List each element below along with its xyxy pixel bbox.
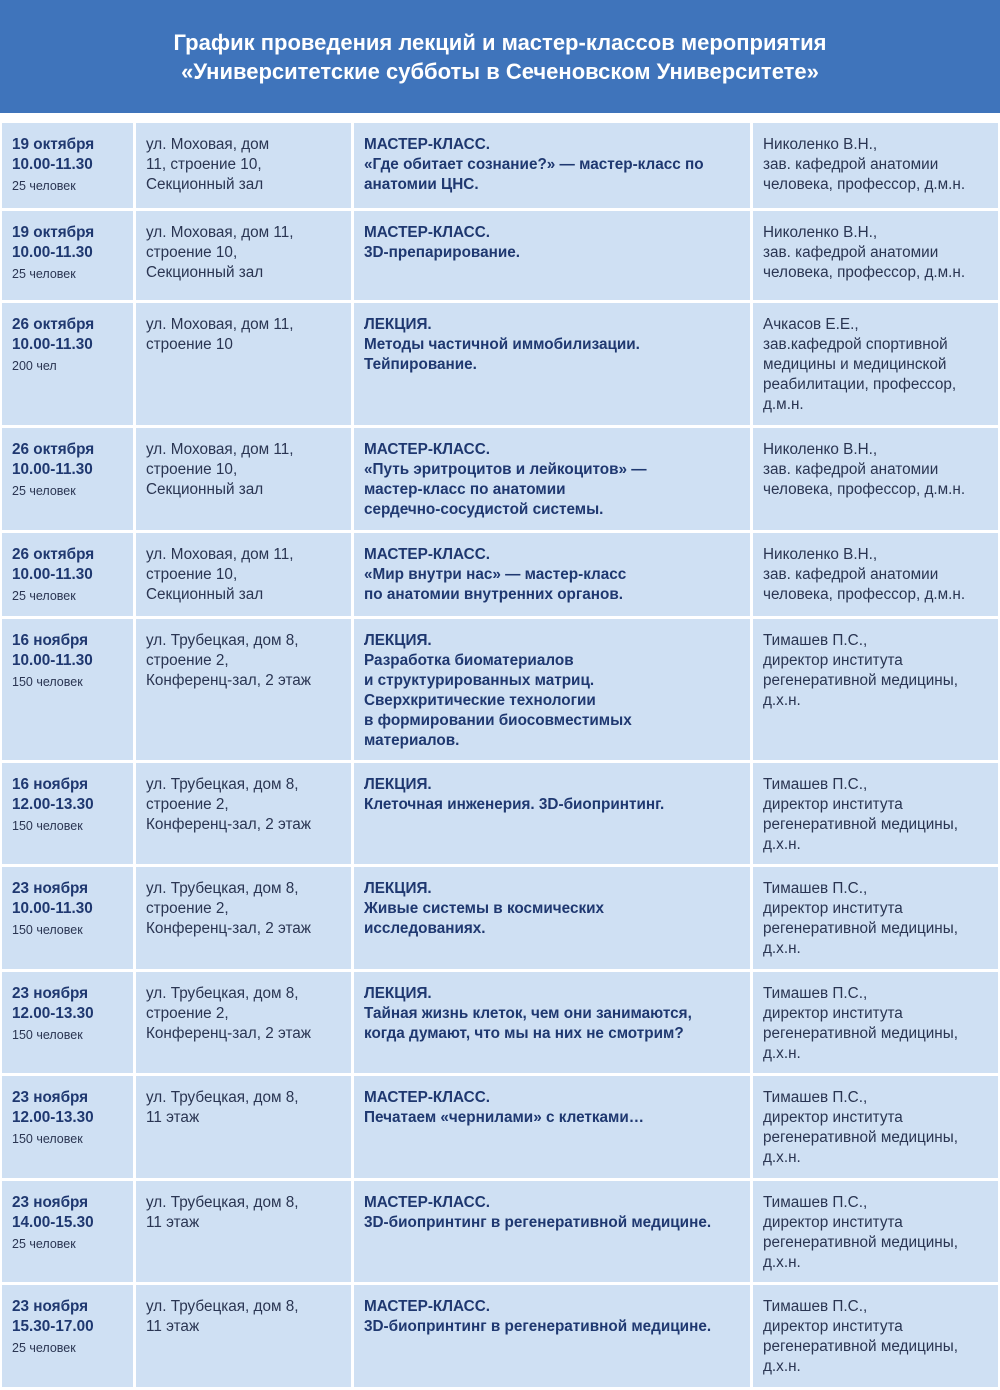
- speaker-cell: [753, 867, 998, 969]
- event-topic: 3D-биопринтинг в регенеративной медицине.: [364, 1214, 712, 1231]
- event-topic: Тайная жизнь клеток, чем они занимаются, когда думают, что мы на них не смотрим?: [364, 1005, 692, 1042]
- location-cell: [136, 533, 351, 616]
- event-type: ЛЕКЦИЯ.: [364, 985, 432, 1002]
- topic-cell: [354, 533, 750, 616]
- event-date: 23 ноября: [12, 880, 89, 897]
- location-cell: [136, 428, 351, 530]
- topic-cell: [354, 972, 750, 1073]
- event-date: 23 ноября: [12, 985, 89, 1002]
- event-topic: Методы частичной иммобилизации. Тейпирование.: [364, 336, 640, 373]
- speaker-info: Тимашев П.С., директор института регенеративной медицины, д.х.н.: [763, 776, 958, 853]
- table-row: [0, 428, 1000, 530]
- event-type: МАСТЕР-КЛАСС.: [364, 441, 490, 458]
- event-type: МАСТЕР-КЛАСС.: [364, 224, 490, 241]
- event-date: 23 ноября: [12, 1298, 89, 1315]
- event-type: МАСТЕР-КЛАСС.: [364, 1298, 490, 1315]
- date-cell: [2, 1181, 133, 1282]
- topic-cell: [354, 763, 750, 864]
- table-row: [0, 867, 1000, 969]
- speaker-cell: [753, 619, 998, 760]
- speaker-cell: [753, 211, 998, 300]
- event-time: 10.00-11.30: [12, 461, 93, 478]
- event-address: ул. Моховая, дом 11, строение 10: [146, 316, 294, 353]
- location-cell: [136, 1076, 351, 1178]
- event-topic: Живые системы в космических исследованиях.: [364, 900, 605, 937]
- event-address: ул. Моховая, дом 11, строение 10, Секционный зал: [146, 546, 294, 603]
- date-cell: [2, 123, 133, 208]
- date-cell: [2, 211, 133, 300]
- audience-size: 25 человек: [12, 1237, 76, 1251]
- table-row: [0, 123, 1000, 208]
- speaker-info: Тимашев П.С., директор института регенеративной медицины, д.х.н.: [763, 985, 958, 1062]
- location-cell: [136, 619, 351, 760]
- event-topic: 3D-биопринтинг в регенеративной медицине.: [364, 1318, 712, 1335]
- audience-size: 150 человек: [12, 1028, 83, 1042]
- event-topic: «Мир внутри нас» — мастер-класс по анатомии внутренних органов.: [364, 566, 627, 603]
- audience-size: 25 человек: [12, 589, 76, 603]
- date-cell: [2, 1076, 133, 1178]
- audience-size: 200 чел: [12, 359, 57, 373]
- event-topic: «Путь эритроцитов и лейкоцитов» — мастер-класс по анатомии сердечно-сосудистой системы.: [364, 461, 647, 518]
- speaker-cell: [753, 533, 998, 616]
- table-row: [0, 763, 1000, 864]
- event-date: 23 ноября: [12, 1194, 89, 1211]
- event-address: ул. Трубецкая, дом 8, строение 2, Конференц-зал, 2 этаж: [146, 880, 312, 937]
- speaker-info: Николенко В.Н., зав. кафедрой анатомии человека, профессор, д.м.н.: [763, 224, 966, 281]
- event-topic: «Где обитает сознание?» — мастер-класс по анатомии ЦНС.: [364, 156, 704, 193]
- event-address: ул. Трубецкая, дом 8, строение 2, Конференц-зал, 2 этаж: [146, 632, 312, 689]
- event-date: 26 октября: [12, 546, 95, 563]
- speaker-info: Тимашев П.С., директор института регенеративной медицины, д.х.н.: [763, 1298, 958, 1375]
- event-address: ул. Моховая, дом 11, строение 10, Секционный зал: [146, 224, 294, 281]
- location-cell: [136, 1181, 351, 1282]
- audience-size: 25 человек: [12, 1341, 76, 1355]
- audience-size: 150 человек: [12, 1132, 83, 1146]
- title-line-1: График проведения лекций и мастер-классов мероприятия: [173, 29, 827, 55]
- speaker-cell: [753, 1076, 998, 1178]
- event-address: ул. Трубецкая, дом 8, строение 2, Конференц-зал, 2 этаж: [146, 985, 312, 1042]
- topic-cell: [354, 619, 750, 760]
- event-address: ул. Трубецкая, дом 8, 11 этаж: [146, 1194, 299, 1231]
- event-topic: Разработка биоматериалов и структурированных матриц. Сверхкритические технологии в формировании биосовместимых материалов.: [364, 652, 632, 749]
- date-cell: [2, 303, 133, 425]
- event-date: 19 октября: [12, 136, 95, 153]
- location-cell: [136, 123, 351, 208]
- event-date: 26 октября: [12, 316, 95, 333]
- event-address: ул. Трубецкая, дом 8, строение 2, Конференц-зал, 2 этаж: [146, 776, 312, 833]
- event-type: ЛЕКЦИЯ.: [364, 880, 432, 897]
- event-time: 10.00-11.30: [12, 244, 93, 261]
- event-type: МАСТЕР-КЛАСС.: [364, 1194, 490, 1211]
- date-cell: [2, 763, 133, 864]
- topic-cell: [354, 303, 750, 425]
- location-cell: [136, 303, 351, 425]
- event-address: ул. Моховая, дом 11, строение 10, Секционный зал: [146, 136, 270, 193]
- event-date: 26 октября: [12, 441, 95, 458]
- table-row: [0, 1285, 1000, 1387]
- speaker-cell: [753, 1285, 998, 1387]
- location-cell: [136, 1285, 351, 1387]
- topic-cell: [354, 867, 750, 969]
- audience-size: 25 человек: [12, 267, 76, 281]
- event-topic: Печатаем «чернилами» с клетками…: [364, 1109, 645, 1126]
- audience-size: 150 человек: [12, 675, 83, 689]
- event-time: 10.00-11.30: [12, 336, 93, 353]
- speaker-cell: [753, 428, 998, 530]
- table-row: [0, 619, 1000, 760]
- table-row: [0, 303, 1000, 425]
- event-topic: 3D-препарирование.: [364, 244, 521, 261]
- event-time: 12.00-13.30: [12, 1005, 94, 1022]
- audience-size: 25 человек: [12, 484, 76, 498]
- speaker-info: Тимашев П.С., директор института регенеративной медицины, д.х.н.: [763, 1194, 958, 1271]
- speaker-info: Николенко В.Н., зав. кафедрой анатомии человека, профессор, д.м.н.: [763, 136, 966, 193]
- event-date: 16 ноября: [12, 632, 89, 649]
- event-type: ЛЕКЦИЯ.: [364, 776, 432, 793]
- event-date: 19 октября: [12, 224, 95, 241]
- event-address: ул. Трубецкая, дом 8, 11 этаж: [146, 1089, 299, 1126]
- speaker-cell: [753, 972, 998, 1073]
- date-cell: [2, 1285, 133, 1387]
- topic-cell: [354, 211, 750, 300]
- page-header: [0, 0, 1000, 113]
- topic-cell: [354, 1181, 750, 1282]
- event-type: ЛЕКЦИЯ.: [364, 632, 432, 649]
- event-time: 12.00-13.30: [12, 796, 94, 813]
- topic-cell: [354, 428, 750, 530]
- event-date: 16 ноября: [12, 776, 89, 793]
- speaker-info: Тимашев П.С., директор института регенеративной медицины, д.х.н.: [763, 1089, 958, 1166]
- event-time: 15.30-17.00: [12, 1318, 94, 1335]
- speaker-cell: [753, 303, 998, 425]
- location-cell: [136, 972, 351, 1073]
- speaker-cell: [753, 763, 998, 864]
- location-cell: [136, 763, 351, 864]
- event-date: 23 ноября: [12, 1089, 89, 1106]
- event-time: 10.00-11.30: [12, 156, 93, 173]
- speaker-info: Николенко В.Н., зав. кафедрой анатомии человека, профессор, д.м.н.: [763, 546, 966, 603]
- event-address: ул. Моховая, дом 11, строение 10, Секционный зал: [146, 441, 294, 498]
- audience-size: 150 человек: [12, 819, 83, 833]
- topic-cell: [354, 1076, 750, 1178]
- speaker-info: Ачкасов Е.Е., зав.кафедрой спортивной медицины и медицинской реабилитации, профессор, д.м.н.: [763, 316, 957, 413]
- speaker-info: Тимашев П.С., директор института регенеративной медицины, д.х.н.: [763, 632, 958, 709]
- table-row: [0, 533, 1000, 616]
- speaker-cell: [753, 123, 998, 208]
- date-cell: [2, 428, 133, 530]
- table-row: [0, 1181, 1000, 1282]
- audience-size: 150 человек: [12, 923, 83, 937]
- table-row: [0, 1076, 1000, 1178]
- event-address: ул. Трубецкая, дом 8, 11 этаж: [146, 1298, 299, 1335]
- topic-cell: [354, 1285, 750, 1387]
- event-time: 12.00-13.30: [12, 1109, 94, 1126]
- event-time: 10.00-11.30: [12, 652, 93, 669]
- speaker-info: Николенко В.Н., зав. кафедрой анатомии человека, профессор, д.м.н.: [763, 441, 966, 498]
- event-type: МАСТЕР-КЛАСС.: [364, 136, 490, 153]
- audience-size: 25 человек: [12, 179, 76, 193]
- table-row: [0, 972, 1000, 1073]
- event-time: 10.00-11.30: [12, 566, 93, 583]
- event-time: 10.00-11.30: [12, 900, 93, 917]
- event-type: МАСТЕР-КЛАСС.: [364, 1089, 490, 1106]
- topic-cell: [354, 123, 750, 208]
- title-line-2: «Университетские субботы в Сеченовском Университете»: [181, 58, 819, 84]
- event-type: ЛЕКЦИЯ.: [364, 316, 432, 333]
- location-cell: [136, 867, 351, 969]
- speaker-info: Тимашев П.С., директор института регенеративной медицины, д.х.н.: [763, 880, 958, 957]
- date-cell: [2, 972, 133, 1073]
- table-row: [0, 211, 1000, 300]
- date-cell: [2, 533, 133, 616]
- location-cell: [136, 211, 351, 300]
- event-time: 14.00-15.30: [12, 1214, 94, 1231]
- date-cell: [2, 867, 133, 969]
- event-topic: Клеточная инженерия. 3D-биопринтинг.: [364, 796, 665, 813]
- speaker-cell: [753, 1181, 998, 1282]
- date-cell: [2, 619, 133, 760]
- event-type: МАСТЕР-КЛАСС.: [364, 546, 490, 563]
